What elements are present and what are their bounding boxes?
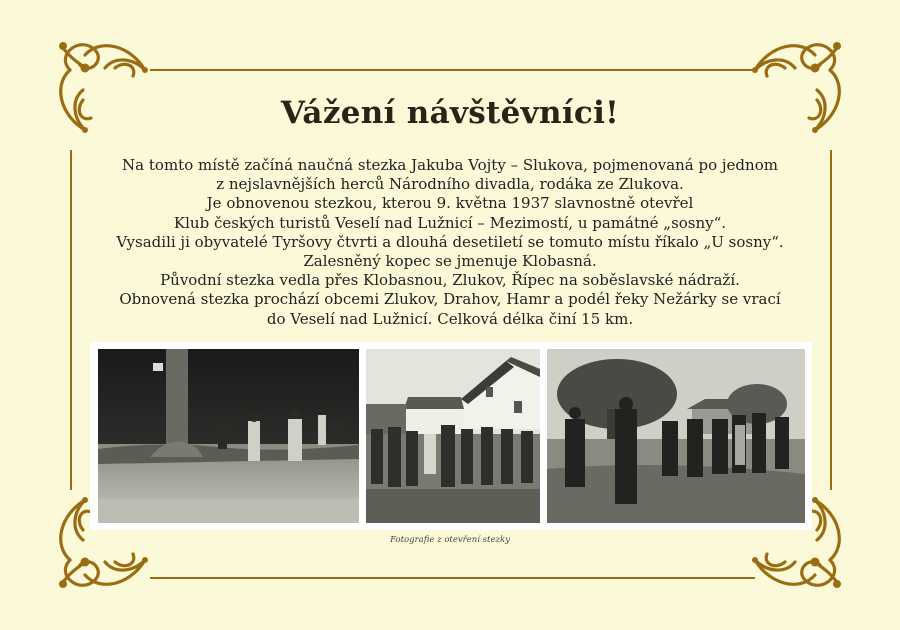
intro-line: Vysadili ji obyvatelé Tyršovy čtvrti a dlouhá desetiletí se tomuto místu říkalo „U sosny“. [116,232,784,251]
intro-line: Je obnovenou stezkou, kterou 9. května 1937 slavnostně otevřel [206,194,694,213]
historic-photo-procession [547,349,805,523]
frame-line-right [830,150,832,490]
intro-line: do Veselí nad Lužnicí. Celková délka činí 15 km. [266,309,634,328]
intro-text [100,156,800,329]
intro-line: Obnovená stezka prochází obcemi Zlukov, Drahov, Hamr a podél řeky Nežárky se vrací [119,290,781,309]
photo-caption: Fotografie z otevření stezky [390,535,510,545]
photo-strip [90,342,812,530]
frame-line-left [70,150,72,490]
intro-line: Klub českých turistů Veselí nad Lužnicí – Mezimostí, u památné „sosny“. [173,213,727,232]
page-title: Vážení návštěvníci! [280,95,620,131]
frame-line-bottom [150,577,755,579]
historic-photo-house [366,349,540,523]
intro-line: Původní stezka vedla přes Klobasnou, Zlukov, Řípec na soběslavské nádraží. [160,271,740,290]
frame-line-top [150,69,755,71]
intro-line: Na tomto místě začíná naučná stezka Jakuba Vojty – Slukova, pojmenovaná po jednom [122,156,778,174]
intro-line: z nejslavnějších herců Národního divadla, rodáka ze Zlukova. [216,175,684,194]
intro-line: Zalesněný kopec se jmenuje Klobasná. [303,252,597,271]
historic-photo-tree [98,349,359,523]
